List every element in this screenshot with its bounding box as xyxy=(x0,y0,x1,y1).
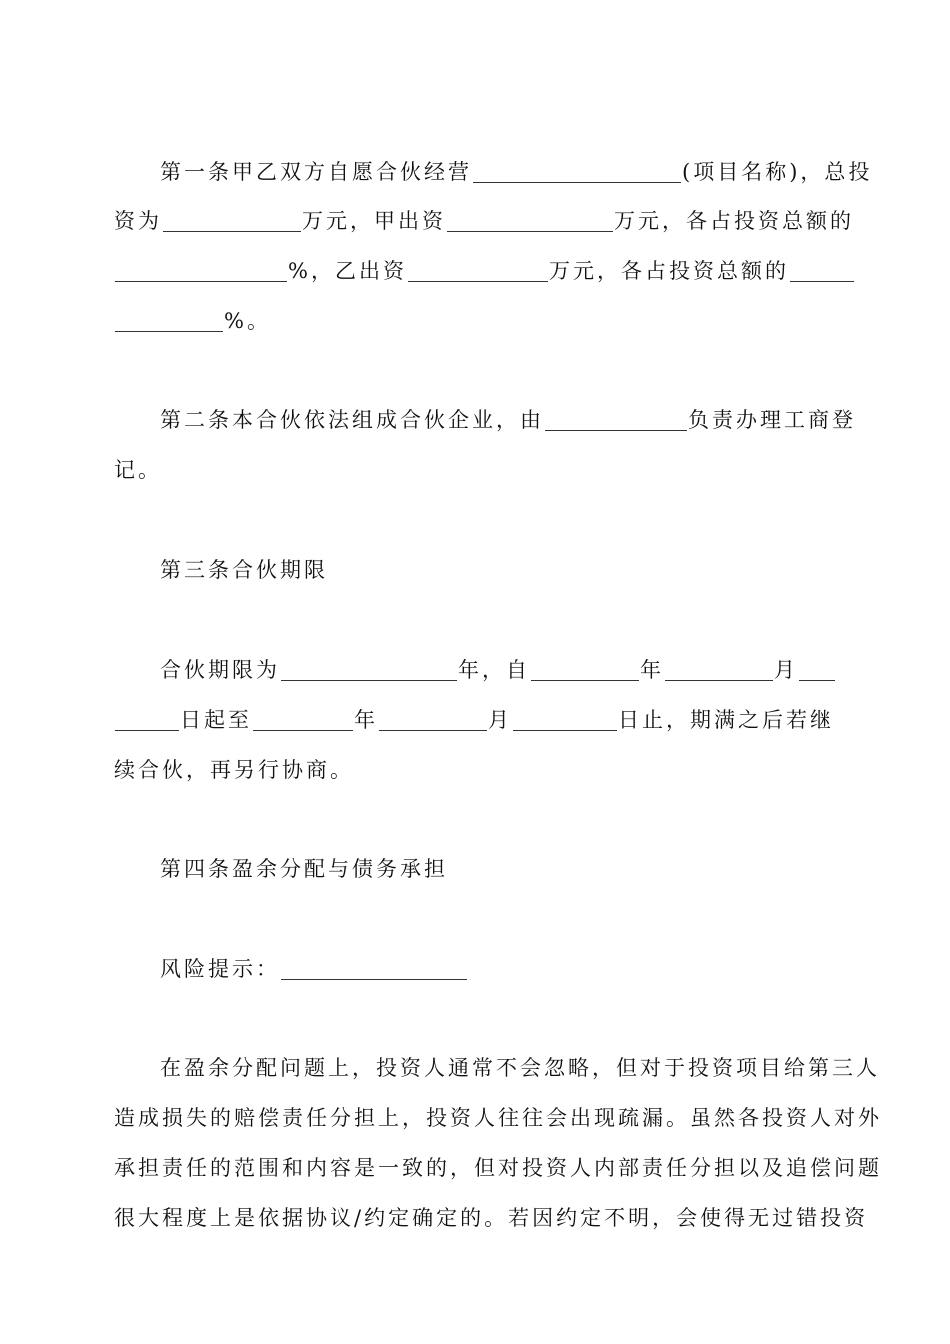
heading-text: 第三条合伙期限 xyxy=(160,558,328,582)
end-month-blank[interactable] xyxy=(379,708,487,731)
paragraph-text: 造成损失的赔偿责任分担上，投资人往往会出现疏漏。虽然各投资人对外 xyxy=(114,1106,882,1130)
article1-text: %，乙出资 xyxy=(288,259,407,283)
article2-line2 xyxy=(114,453,836,487)
article4-paragraph-line4 xyxy=(114,1201,869,1235)
total-investment-blank[interactable] xyxy=(163,209,301,232)
party-a-investment-blank[interactable] xyxy=(447,209,613,232)
article3-text: 续合伙，再另行协商。 xyxy=(114,758,354,782)
article3-text: 月 xyxy=(774,658,798,682)
start-month-blank[interactable] xyxy=(665,658,773,681)
project-name-blank[interactable] xyxy=(473,160,681,183)
start-day-blank[interactable] xyxy=(799,658,835,681)
article2-text: 负责办理工商登 xyxy=(688,408,856,432)
article3-heading xyxy=(114,553,836,587)
article1-text: 万元，各占投资总额的 xyxy=(614,209,854,233)
article3-text: 日止，期满之后若继 xyxy=(618,708,834,732)
paragraph-text: 在盈余分配问题上，投资人通常不会忽略，但对于投资项目给第三人 xyxy=(160,1056,880,1080)
registrant-blank[interactable] xyxy=(545,408,687,431)
article1-line4 xyxy=(114,304,836,338)
article3-text: 日起至 xyxy=(180,708,252,732)
article1-text: 第一条甲乙双方自愿合伙经营 xyxy=(160,160,472,184)
article1-line2 xyxy=(114,204,854,238)
article3-text: 年，自 xyxy=(458,658,530,682)
article4-heading xyxy=(114,852,836,886)
risk-tip-line xyxy=(114,952,836,986)
party-b-percentage-blank-cont[interactable] xyxy=(115,309,223,332)
article2-text: 记。 xyxy=(114,458,162,482)
article1-text: %。 xyxy=(224,309,271,333)
party-a-percentage-blank[interactable] xyxy=(115,259,287,282)
heading-text: 第四条盈余分配与债务承担 xyxy=(160,857,448,881)
end-day-blank[interactable] xyxy=(513,708,617,731)
paragraph-text: 很大程度上是依据协议/约定确定的。若因约定不明，会使得无过错投资 xyxy=(114,1206,869,1230)
risk-tip-label: 风险提示： xyxy=(160,957,280,981)
article3-text: 合伙期限为 xyxy=(160,658,280,682)
article3-line3 xyxy=(114,753,836,787)
article3-line2 xyxy=(114,703,836,737)
article3-text: 月 xyxy=(488,708,512,732)
party-b-investment-blank[interactable] xyxy=(408,259,548,282)
paragraph-text: 承担责任的范围和内容是一致的，但对投资人内部责任分担以及追偿问题 xyxy=(114,1156,882,1180)
start-day-blank-cont[interactable] xyxy=(115,708,179,731)
article4-paragraph-line2 xyxy=(114,1101,882,1135)
start-year-blank[interactable] xyxy=(531,658,639,681)
article1-line3 xyxy=(114,254,836,288)
article1-text: 资为 xyxy=(114,209,162,233)
article4-paragraph-line1 xyxy=(114,1051,880,1085)
article1-text: (项目名称)，总投 xyxy=(682,160,873,184)
party-b-percentage-blank[interactable] xyxy=(790,259,854,282)
article1-line1 xyxy=(114,155,873,189)
article3-text: 年 xyxy=(354,708,378,732)
article3-text: 年 xyxy=(640,658,664,682)
article4-paragraph-line3 xyxy=(114,1151,882,1185)
article2-text: 第二条本合伙依法组成合伙企业，由 xyxy=(160,408,544,432)
article1-text: 万元，各占投资总额的 xyxy=(548,259,789,283)
article2-line1 xyxy=(114,403,856,437)
article1-text: 万元，甲出资 xyxy=(302,209,446,233)
term-years-blank[interactable] xyxy=(281,658,457,681)
risk-tip-blank[interactable] xyxy=(281,957,467,980)
end-year-blank[interactable] xyxy=(253,708,353,731)
article3-line1 xyxy=(114,653,836,687)
